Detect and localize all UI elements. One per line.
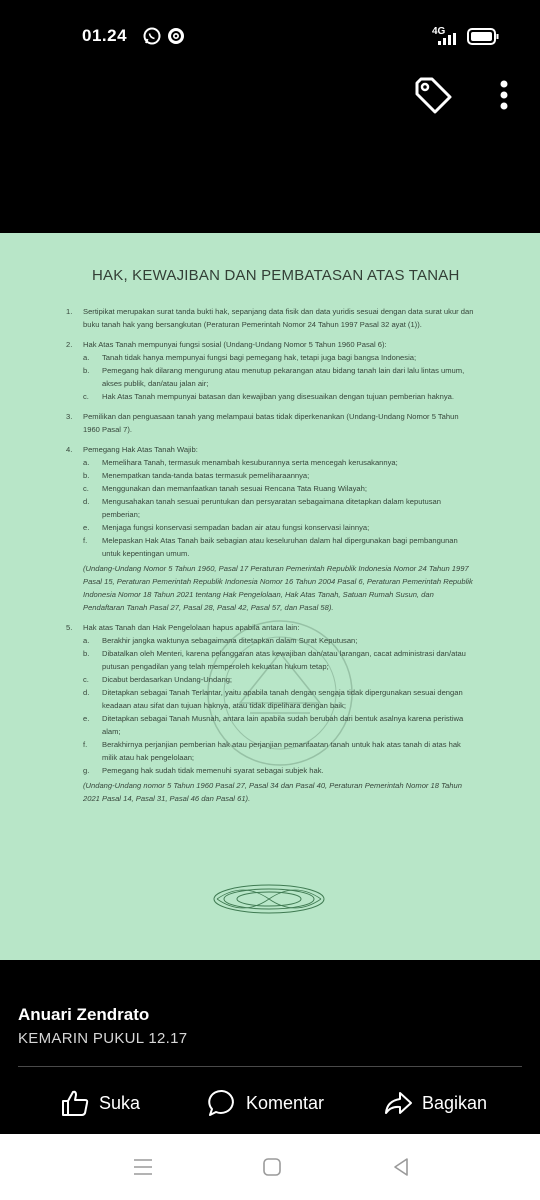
clause-text: Hak atas Tanah dan Hak Pengelolaan hapus apabila antara lain: <box>83 623 300 632</box>
post-timestamp: KEMARIN PUKUL 12.17 <box>18 1030 188 1047</box>
sub-item: e. Menjaga fungsi konservasi sempadan badan air atau fungsi konservasi lainnya; <box>83 523 370 532</box>
recent-apps-icon[interactable] <box>132 1156 154 1178</box>
clause-text: Pemilikan dan penguasaan tanah yang melampaui batas tidak diperkenankan (Undang-Undang Nomor 5 Tahun 1960 Pasal 7). <box>83 412 459 434</box>
tag-icon[interactable] <box>412 74 454 116</box>
like-button[interactable] <box>60 1082 140 1124</box>
comment-button[interactable] <box>207 1082 324 1124</box>
sub-item: b. Pemegang hak dilarang mengurung atau menutup pekarangan atau bidang tanah lain dari lalu lintas umum, akses publik, dan/atau jalan air; <box>83 366 465 388</box>
like-label: Suka <box>99 1092 141 1113</box>
more-options-icon[interactable] <box>492 74 516 116</box>
clause-number: 1. <box>66 307 73 316</box>
post-actions <box>0 1082 540 1124</box>
legal-reference: (Undang-Undang Nomor 5 Tahun 1960, Pasal 17 Peraturan Pemerintah Republik Indonesia Nomor 24 Tahun 1997 Pasal 15, Peraturan Pemerintah Republik Indonesia Nomor 16 Tahun 2004 Pasal 6, Peraturan Pemerintah Republik Indonesia Nomor 18 Tahun 2021 tentang Hak Pengelolaan, Hak Atas Tanah, Satuan Rumah Susun, dan Pendaftaran Tanah Pasal 27, Pasal 28, Pasal 42, Pasal 57, dan Pasal 58). <box>83 564 473 612</box>
sub-item: d. Ditetapkan sebagai Tanah Terlantar, yaitu apabila tanah dengan sengaja tidak dipergunakan sesuai dengan keadaan atau sifat dan tujuan haknya, atau tidak dipelihara dengan baik; <box>83 688 463 710</box>
divider <box>18 1066 522 1067</box>
clause-number: 3. <box>66 412 73 421</box>
clause-text: Hak Atas Tanah mempunyai fungsi sosial (Undang-Undang Nomor 5 Tahun 1960 Pasal 6): <box>83 340 387 349</box>
document-body <box>66 305 476 812</box>
sub-item: a. Tanah tidak hanya mempunyai fungsi bagi pemegang hak, tetapi juga bagi bangsa Indonesia; <box>83 353 417 362</box>
whatsapp-icon <box>142 26 162 46</box>
post-author[interactable]: Anuari Zendrato <box>18 1005 150 1024</box>
sub-item: e. Ditetapkan sebagai Tanah Musnah, antara lain apabila sudah berubah dari bentuk asalnya karena peristiwa alam; <box>83 714 464 736</box>
share-button[interactable] <box>383 1082 487 1124</box>
battery-icon <box>467 28 499 45</box>
sub-item: g. Pemegang hak sudah tidak memenuhi syarat sebagai subjek hak. <box>83 766 324 775</box>
clause-text: Pemegang Hak Atas Tanah Wajib: <box>83 445 198 454</box>
sub-item: d. Mengusahakan tanah sesuai peruntukan dan persyaratan sebagaimana ditetapkan dalam keputusan pemberian; <box>83 497 442 519</box>
clause-3 <box>66 410 476 436</box>
system-nav-bar <box>0 1134 540 1200</box>
share-icon <box>383 1088 413 1118</box>
sub-item: f. Melepaskan Hak Atas Tanah baik sebagian atau keseluruhan dalam hal dipergunakan bagi pembangunan untuk kepentingan umum. <box>83 536 458 558</box>
clause-number: 2. <box>66 340 73 349</box>
clause-1 <box>66 305 476 331</box>
sub-item: f. Berakhirnya perjanjian pemberian hak atau perjanjian pemanfaatan tanah untuk hak atas tanah di atas hak milik atau hak pengelolaan; <box>83 740 461 762</box>
sub-item: a. Berakhir jangka waktunya sebagaimana ditetapkan dalam Surat Keputusan; <box>83 636 358 645</box>
legal-reference: (Undang-Undang nomor 5 Tahun 1960 Pasal 27, Pasal 34 dan Pasal 40, Peraturan Pemerintah Nomor 18 Tahun 2021 Pasal 14, Pasal 31, Pasal 46 dan Pasal 61). <box>83 781 462 803</box>
clause-5 <box>66 621 476 634</box>
guilloche-ornament <box>209 881 329 917</box>
signal-icon <box>438 33 460 45</box>
sub-item: a. Memelihara Tanah, termasuk menambah kesuburannya serta mencegah kerusakannya; <box>83 458 398 467</box>
document-photo[interactable] <box>0 233 540 960</box>
sub-item: c. Menggunakan dan memanfaatkan tanah sesuai Rencana Tata Ruang Wilayah; <box>83 484 367 493</box>
clause-number: 4. <box>66 445 73 454</box>
clause-number: 5. <box>66 623 73 632</box>
sub-item: c. Hak Atas Tanah mempunyai batasan dan kewajiban yang disesuaikan dengan tujuan pemberian haknya. <box>83 392 454 401</box>
sub-item: b. Menempatkan tanda-tanda batas termasuk pemeliharaannya; <box>83 471 310 480</box>
comment-label: Komentar <box>246 1092 325 1113</box>
share-label: Bagikan <box>422 1092 488 1113</box>
messenger-icon <box>166 26 186 46</box>
document-title: HAK, KEWAJIBAN DAN PEMBATASAN ATAS TANAH <box>92 267 460 284</box>
clause-4 <box>66 443 476 456</box>
status-bar <box>0 0 540 72</box>
thumbs-up-icon <box>60 1088 90 1118</box>
comment-icon <box>207 1088 237 1118</box>
back-icon[interactable] <box>390 1156 412 1178</box>
clause-text: Sertipikat merupakan surat tanda bukti hak, sepanjang data fisik dan data yuridis sesuai dengan data surat ukur dan buku tanah hak yang bersangkutan (Peraturan Pemerintah Nomor 24 Tahun 1997 Pasal 32 ayat (1)). <box>83 307 474 329</box>
sub-item: b. Dibatalkan oleh Menteri, karena pelanggaran atas kewajiban dan/atau larangan, cacat administrasi dan/atau putusan pengadilan yang telah memperoleh kekuatan hukum tetap; <box>83 649 466 671</box>
sub-item: c. Dicabut berdasarkan Undang-Undang; <box>83 675 233 684</box>
status-time: 01.24 <box>82 26 128 45</box>
network-type: 4G <box>432 26 446 37</box>
home-icon[interactable] <box>261 1156 283 1178</box>
clause-2 <box>66 338 476 351</box>
